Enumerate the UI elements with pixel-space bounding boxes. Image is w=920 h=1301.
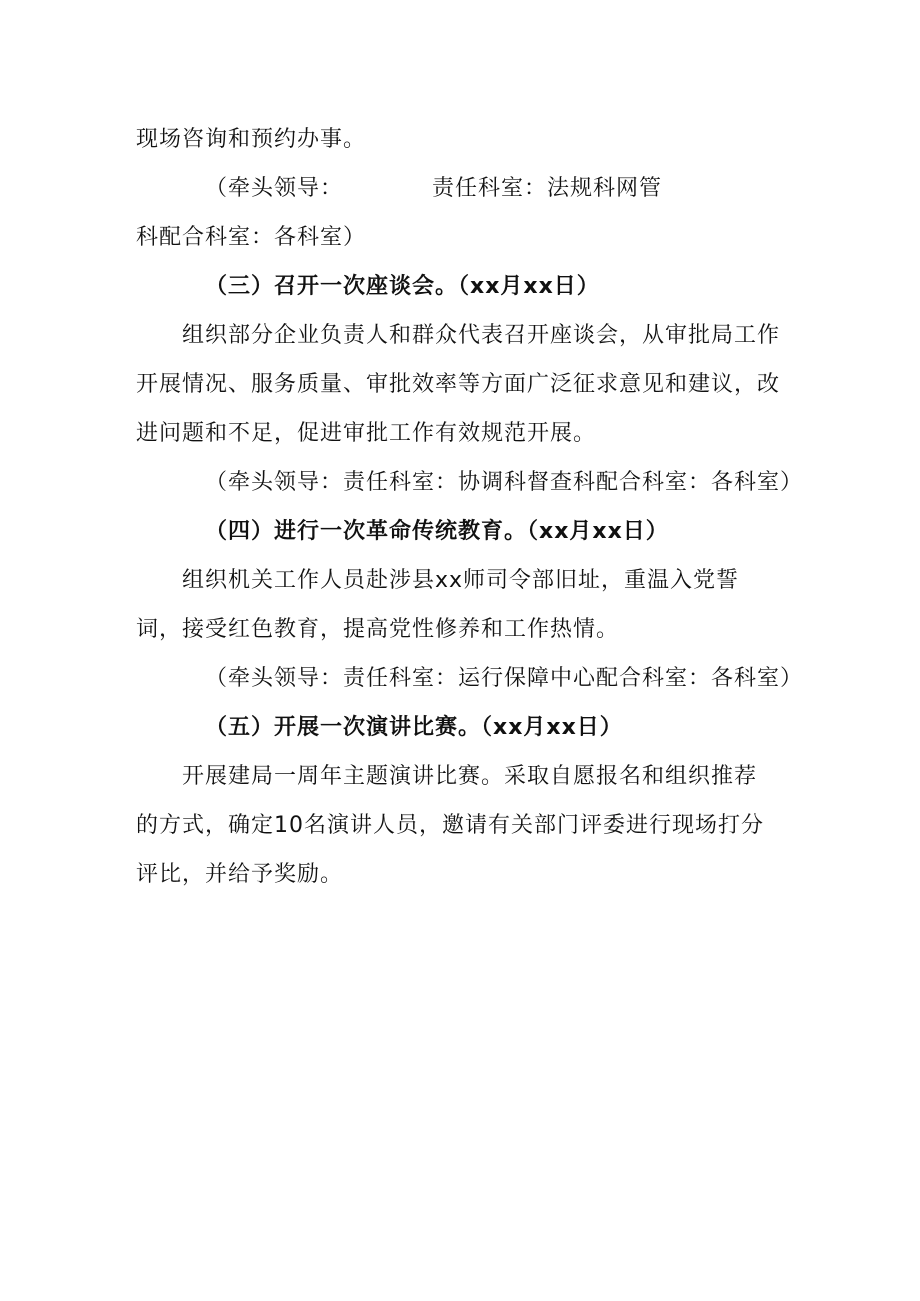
section-heading-3: （三）召开一次座谈会。（xx月xx日） bbox=[205, 274, 600, 299]
body-text-line: 开展建局一周年主题演讲比赛。采取自愿报名和组织推荐 bbox=[182, 764, 758, 789]
body-text-line: 组织部分企业负责人和群众代表召开座谈会，从审批局工作 bbox=[182, 323, 781, 348]
body-text-line: 现场咨询和预约办事。 bbox=[136, 127, 367, 152]
body-text-line: 词，接受红色教育，提高党性修养和工作热情。 bbox=[136, 617, 620, 642]
responsibility-note: （牵头领导：责任科室：协调科督查科配合科室：各科室） bbox=[205, 470, 804, 495]
section-heading-4: （四）进行一次革命传统教育。（xx月xx日） bbox=[205, 519, 669, 544]
body-text-line: 评比，并给予奖励。 bbox=[136, 862, 344, 887]
section-heading-5: （五）开展一次演讲比赛。（xx月xx日） bbox=[205, 715, 623, 740]
body-text-line: 开展情况、服务质量、审批效率等方面广泛征求意见和建议，改 bbox=[136, 372, 781, 397]
responsibility-note: （牵头领导：责任科室：运行保障中心配合科室：各科室） bbox=[205, 666, 804, 691]
body-text-line: 组织机关工作人员赴涉县xx师司令部旧址，重温入党誓 bbox=[182, 568, 740, 593]
body-text-line: 的方式，确定10名演讲人员，邀请有关部门评委进行现场打分 bbox=[136, 813, 764, 838]
cooperating-office-note: 科配合科室：各科室） bbox=[136, 225, 367, 250]
body-text-line: 进问题和不足，促进审批工作有效规范开展。 bbox=[136, 421, 597, 446]
lead-leader-note: （牵头领导： bbox=[205, 176, 344, 201]
responsible-office-note: 责任科室：法规科网管 bbox=[432, 176, 663, 201]
